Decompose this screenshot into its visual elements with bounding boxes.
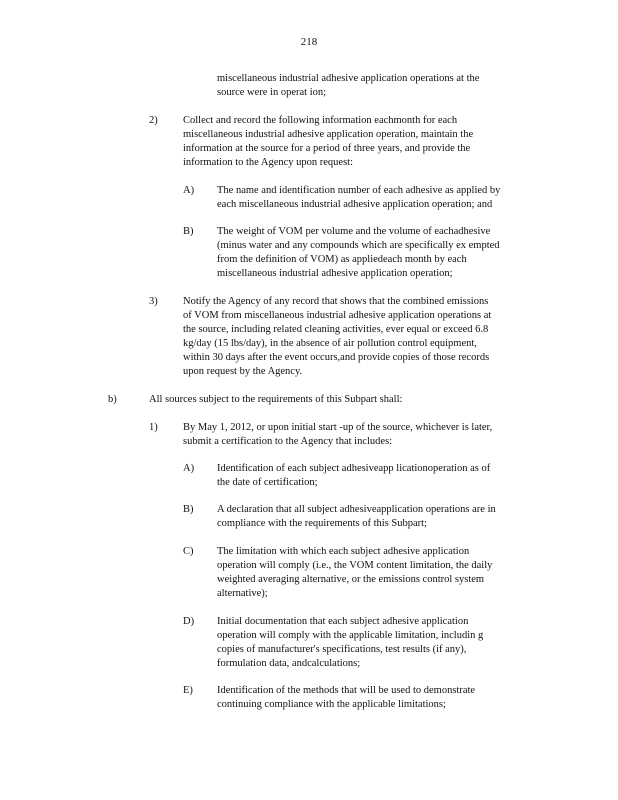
item-text-1E: Identification of the methods that will be used to demonstrate continuing compliance with the applicable limitations;: [217, 685, 476, 710]
item-label-b: b): [108, 394, 117, 405]
page-number: 218: [300, 36, 318, 48]
continuation-text: miscellaneous industrial adhesive application operations at the source were in operat ion;: [217, 73, 480, 98]
item-text-2B: The weight of VOM per volume and the volume of eachadhesive (minus water and any compounds which are specifically ex empted from the definition of VOM) as appliedeach month by each miscellaneous industrial adhesive application operation;: [217, 226, 500, 279]
item-text-b: All sources subject to the requirements of this Subpart shall:: [149, 394, 403, 405]
item-label-1D: D): [183, 616, 195, 627]
item-text-1B: A declaration that all subject adhesiveapplication operations are in compliance with the requirements of this Subpart;: [217, 504, 496, 529]
item-text-1A: Identification of each subject adhesiveapp licationoperation as of the date of certification;: [217, 463, 491, 488]
item-text-1: By May 1, 2012, or upon initial start -up of the source, whichever is later, submit a certification to the Agency that includes:: [183, 422, 493, 447]
item-label-1A: A): [183, 463, 195, 474]
item-label-1B: B): [183, 504, 194, 515]
item-label-1: 1): [149, 422, 158, 433]
item-text-2A: The name and identification number of each adhesive as applied by each miscellaneous industrial adhesive application operation; and: [217, 185, 501, 210]
item-label-2B: B): [183, 226, 194, 237]
item-label-2: 2): [149, 115, 158, 126]
item-text-3: Notify the Agency of any record that shows that the combined emissions of VOM from miscellaneous industrial adhesive application operations at the source, including related cleaning activities, ever equal or exceed 6.8 kg/day (15 lbs/day), in the absence of air pollution control equipment, within 30 days after the event occurs,and provide copies of those records upon request by the Agency.: [183, 296, 492, 377]
item-label-3: 3): [149, 296, 158, 307]
item-label-2A: A): [183, 185, 195, 196]
item-label-1E: E): [183, 685, 193, 696]
item-text-1D: Initial documentation that each subject adhesive application operation will comply with the applicable limitation, includin g copies of manufacturer's specifications, test results (if any), formulation data, andcalculations;: [217, 616, 484, 669]
item-label-1C: C): [183, 546, 194, 557]
item-text-2: Collect and record the following information eachmonth for each miscellaneous industrial adhesive application operation, maintain the information at the source for a period of three years, and provide the information to the Agency upon request:: [183, 115, 474, 168]
item-text-1C: The limitation with which each subject adhesive application operation will comply (i.e., the VOM content limitation, the daily weighted averaging alternative, or the emissions control system alternative);: [217, 546, 493, 599]
